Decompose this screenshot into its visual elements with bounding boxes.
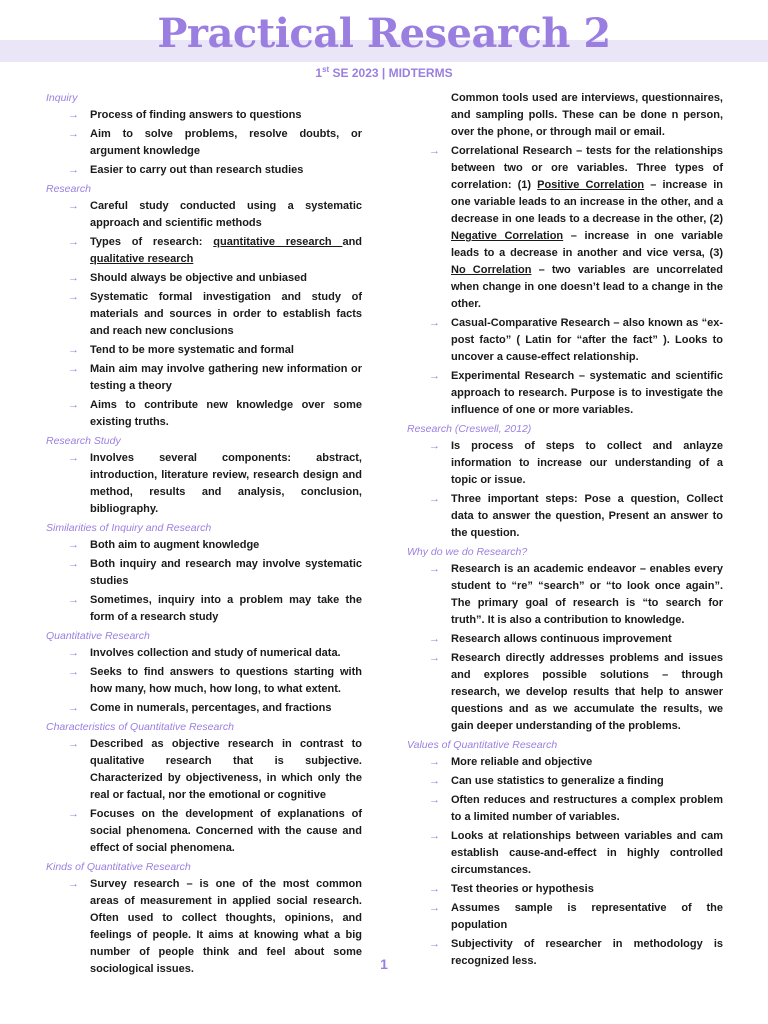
section-heading-research-study: Research Study bbox=[46, 435, 121, 447]
list-item: → Involves collection and study of numerical data. bbox=[46, 645, 362, 662]
list-item: → Types of research: quantitative research and qualitative research bbox=[46, 234, 362, 268]
list-item: → Come in numerals, percentages, and fractions bbox=[46, 700, 362, 717]
page-subtitle: 1st SE 2023 | MIDTERMS bbox=[315, 65, 453, 80]
list-item: → Research allows continuous improvement bbox=[407, 631, 723, 648]
list-item: → Systematic formal investigation and study of materials and sources in order to establish facts and reach new conclusions bbox=[46, 289, 362, 340]
list-item: → Assumes sample is representative of the population bbox=[407, 900, 723, 934]
list-item: → Sometimes, inquiry into a problem may take the form of a research study bbox=[46, 592, 362, 626]
similarities-list bbox=[46, 537, 362, 626]
list-item: → Focuses on the development of explanations of social phenomena. Concerned with the cause and effect of social phenomena. bbox=[46, 806, 362, 857]
list-item: → Looks at relationships between variables and cam establish cause-and-effect in highly controlled circumstances. bbox=[407, 828, 723, 879]
inquiry-list bbox=[46, 107, 362, 179]
list-item: → Often reduces and restructures a complex problem to a limited number of variables. bbox=[407, 792, 723, 826]
section-heading-why: Why do we do Research? bbox=[407, 546, 528, 558]
characteristics-list bbox=[46, 736, 362, 857]
list-item: → Test theories or hypothesis bbox=[407, 881, 723, 898]
list-item: → Is process of steps to collect and anlayze information to increase our understanding of a topic or issue. bbox=[407, 438, 723, 489]
list-item: → Aims to contribute new knowledge over some existing truths. bbox=[46, 397, 362, 431]
left-column bbox=[46, 90, 362, 980]
list-item: → Aim to solve problems, resolve doubts, or argument knowledge bbox=[46, 126, 362, 160]
list-item: → Can use statistics to generalize a finding bbox=[407, 773, 723, 790]
list-item: → Main aim may involve gathering new information or testing a theory bbox=[46, 361, 362, 395]
list-item: → Tend to be more systematic and formal bbox=[46, 342, 362, 359]
list-item: → Described as objective research in contrast to qualitative research that is subjective. Characterized by objectiveness, in which only the real or factual, nor the emotional or cognitive bbox=[46, 736, 362, 804]
list-item: → Should always be objective and unbiased bbox=[46, 270, 362, 287]
research-list bbox=[46, 198, 362, 431]
page-title: Practical Research 2 bbox=[157, 10, 611, 57]
list-item: → Both inquiry and research may involve systematic studies bbox=[46, 556, 362, 590]
kinds-list-continued bbox=[407, 90, 723, 419]
list-item: → Involves several components: abstract, introduction, literature review, research design and method, results and analysis, conclusion, bibliography. bbox=[46, 450, 362, 518]
why-list bbox=[407, 561, 723, 735]
list-item: → Seeks to find answers to questions starting with how many, how much, how long, to what extent. bbox=[46, 664, 362, 698]
values-list bbox=[407, 754, 723, 970]
section-heading-characteristics: Characteristics of Quantitative Research bbox=[46, 721, 234, 733]
creswell-list bbox=[407, 438, 723, 542]
list-item: → More reliable and objective bbox=[407, 754, 723, 771]
page-number: 1 bbox=[380, 956, 388, 972]
list-item: → Casual-Comparative Research – also known as “ex-post facto” ( Latin for “after the fact” ). Looks to uncover a cause-effect relationship. bbox=[407, 315, 723, 366]
list-item: → Process of finding answers to questions bbox=[46, 107, 362, 124]
list-item: → Survey research – is one of the most common areas of measurement in applied social research. Often used to collect thoughts, opinions, and feelings of people. It aims at knowing what a big number of people think and feel about some sociological issues. bbox=[46, 876, 362, 978]
list-item: → Experimental Research – systematic and scientific approach to research. Purpose is to investigate the influence of one or more variables. bbox=[407, 368, 723, 419]
section-heading-values: Values of Quantitative Research bbox=[407, 739, 558, 751]
list-item: → Research is an academic endeavor – enables every student to “re” “search” or “to look once again”. The primary goal of research is “to search for truth”. It is also a contribution to knowledge. bbox=[407, 561, 723, 629]
list-item: → Easier to carry out than research studies bbox=[46, 162, 362, 179]
right-column bbox=[407, 90, 723, 972]
section-heading-inquiry: Inquiry bbox=[46, 92, 78, 104]
section-heading-quantitative: Quantitative Research bbox=[46, 630, 150, 642]
section-heading-research: Research bbox=[46, 183, 91, 195]
section-heading-similarities: Similarities of Inquiry and Research bbox=[46, 522, 212, 534]
list-item: → Correlational Research – tests for the relationships between two or ore variables. Three types of correlation: (1) Positive Correlation – increase in one variable leads to an increase in the other, and a decrease in one leads to a decrease in the other, (2) Negative Correlation – increase in one variable leads to a decrease in another and vice versa, (3) No Correlation – two variables are uncorrelated when change in one doesn’t lead to a change in the other. bbox=[407, 143, 723, 313]
section-heading-creswell: Research (Creswell, 2012) bbox=[407, 423, 532, 435]
quantitative-list bbox=[46, 645, 362, 717]
list-item: → Research directly addresses problems and issues and explores possible solutions – through research, we develop results that help to answer questions and as we accumulate the results, we gain deeper understanding of the problems. bbox=[407, 650, 723, 735]
list-item: → Careful study conducted using a systematic approach and scientific methods bbox=[46, 198, 362, 232]
list-item: → Both aim to augment knowledge bbox=[46, 537, 362, 554]
section-heading-kinds: Kinds of Quantitative Research bbox=[46, 861, 191, 873]
list-item-continuation: Common tools used are interviews, questionnaires, and sampling polls. These can be done n person, over the phone, or through mail or email. bbox=[451, 92, 723, 138]
list-item: → Three important steps: Pose a question, Collect data to answer the question, Present an answer to the question. bbox=[407, 491, 723, 542]
research-study-list bbox=[46, 450, 362, 518]
list-item: → Subjectivity of researcher in methodology is recognized less. bbox=[407, 936, 723, 970]
